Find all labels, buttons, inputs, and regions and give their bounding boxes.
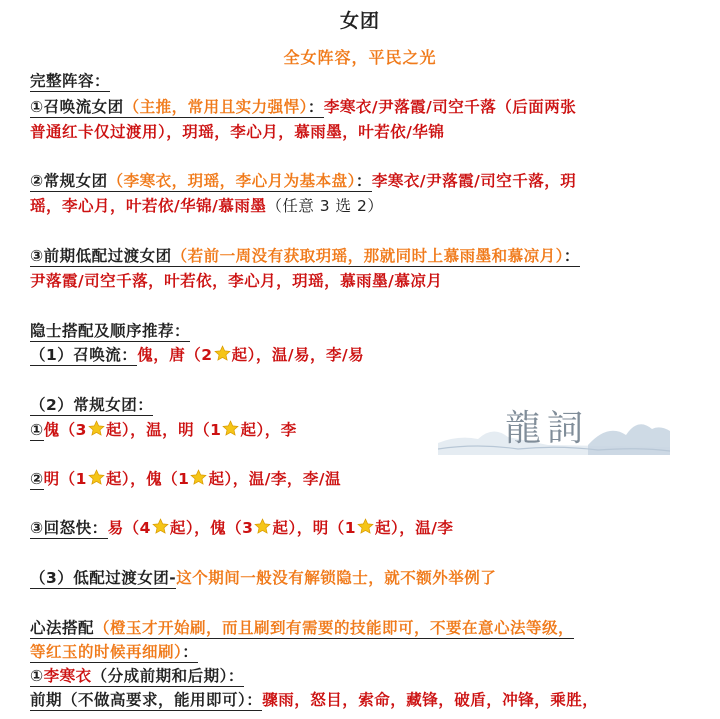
r3-c: 起），明（1 bbox=[272, 519, 357, 537]
star-icon bbox=[152, 518, 169, 535]
early-label: 前期（不做高要求，能用即可）： bbox=[30, 691, 263, 709]
hermits-heading bbox=[30, 320, 190, 342]
s2-colon: ： bbox=[355, 172, 372, 190]
star-icon bbox=[254, 518, 271, 535]
s3-members: 尹落霞/司空千落，叶若依，李心月，玥瑶，慕雨墨/慕凉月 bbox=[30, 272, 443, 290]
hermits-p1 bbox=[30, 344, 364, 366]
star-icon bbox=[222, 420, 239, 437]
s3-note: （若前一周没有获取玥瑶，那就同时上慕雨墨和慕凉月） bbox=[171, 247, 564, 265]
hermits-p2-r2 bbox=[30, 468, 341, 490]
star-icon bbox=[88, 420, 105, 437]
r3-d: 起），温/李 bbox=[375, 519, 454, 537]
xinfa-heading-text: 心法搭配 bbox=[30, 619, 95, 637]
p1-b: 起），温/易，李/易 bbox=[231, 346, 365, 364]
lineup-section-2-cont bbox=[30, 195, 383, 217]
s1-members-b: 普通红卡仅过渡用），玥瑶，李心月，慕雨墨，叶若依/华锦 bbox=[30, 123, 445, 141]
r2-a: 明（1 bbox=[43, 470, 87, 488]
lineup-heading bbox=[30, 70, 110, 92]
xinfa-c1 bbox=[30, 665, 244, 687]
s3-colon: ： bbox=[563, 247, 580, 265]
star-icon bbox=[214, 345, 231, 362]
star-icon bbox=[190, 469, 207, 486]
r1-c: 起），李 bbox=[240, 421, 297, 439]
p2-label: （2）常规女团： bbox=[30, 396, 154, 414]
r3-b: 起），傀（3 bbox=[169, 519, 254, 537]
r3-a: 易（4 bbox=[107, 519, 151, 537]
s1-colon: ： bbox=[307, 98, 324, 116]
hermits-p2-r1 bbox=[30, 419, 297, 441]
p3-label: （3）低配过渡女团- bbox=[30, 569, 177, 587]
xinfa-heading-cont bbox=[30, 641, 198, 663]
lineup-section-2 bbox=[30, 170, 576, 192]
hermits-heading-text: 隐士搭配及顺序推荐： bbox=[30, 322, 191, 340]
r2-num: ② bbox=[30, 470, 44, 488]
xinfa-colon: ： bbox=[182, 643, 199, 661]
r2-c: 起），温/李，李/温 bbox=[208, 470, 342, 488]
c1-name: 李寒衣 bbox=[43, 667, 92, 685]
c1-detail: （分成前期和后期）： bbox=[91, 667, 244, 685]
lineup-section-1-cont bbox=[30, 121, 444, 143]
xinfa-heading bbox=[30, 617, 574, 639]
s2-choice: （任意 3 选 2） bbox=[266, 197, 384, 215]
hermits-p2 bbox=[30, 394, 153, 416]
lineup-section-3 bbox=[30, 245, 580, 267]
c1-num: ① bbox=[30, 667, 44, 685]
hermits-p2-r3 bbox=[30, 517, 453, 539]
r3-label: ③回怒快： bbox=[30, 519, 108, 537]
lineup-section-1 bbox=[30, 96, 576, 118]
r1-b: 起），温，明（1 bbox=[105, 421, 222, 439]
p3-note: 这个期间一般没有解锁隐士，就不额外举例了 bbox=[176, 569, 497, 587]
s2-prefix: ②常规女团 bbox=[30, 172, 108, 190]
s2-members-b: 瑶，李心月，叶若依/华锦/慕雨墨 bbox=[30, 197, 267, 215]
r2-b: 起），傀（1 bbox=[105, 470, 190, 488]
s3-prefix: ③前期低配过渡女团 bbox=[30, 247, 172, 265]
page-title: 女团 bbox=[339, 10, 380, 32]
s1-members-a: 李寒衣/尹落霞/司空千落（后面两张 bbox=[323, 98, 577, 116]
watermark-text: 龍詞 bbox=[505, 408, 590, 449]
xinfa-note-b: 等红玉的时候再细刷） bbox=[30, 643, 183, 661]
xinfa-early bbox=[30, 689, 598, 711]
star-icon bbox=[88, 469, 105, 486]
s1-prefix: ①召唤流女团 bbox=[30, 98, 124, 116]
hermits-p3 bbox=[30, 567, 496, 589]
lineup-section-3-cont bbox=[30, 270, 442, 292]
xinfa-note-a: （橙玉才开始刷，而且刷到有需要的技能即可，不要在意心法等级， bbox=[94, 619, 575, 637]
p1-label: （1）召唤流： bbox=[30, 346, 138, 364]
s2-note: （李寒衣，玥瑶，李心月为基本盘） bbox=[107, 172, 356, 190]
p1-a: 傀，唐（2 bbox=[137, 346, 213, 364]
r1-a: 傀（3 bbox=[43, 421, 87, 439]
early-skills: 骤雨，怒目，索命，藏锋，破盾，冲锋，乘胜， bbox=[262, 691, 599, 709]
page-subtitle: 全女阵容，平民之光 bbox=[283, 48, 437, 67]
lineup-heading-text: 完整阵容： bbox=[30, 72, 111, 90]
r1-num: ① bbox=[30, 421, 44, 439]
s1-note: （主推，常用且实力强悍） bbox=[123, 98, 308, 116]
star-icon bbox=[357, 518, 374, 535]
s2-members-a: 李寒衣/尹落霞/司空千落，玥 bbox=[371, 172, 577, 190]
